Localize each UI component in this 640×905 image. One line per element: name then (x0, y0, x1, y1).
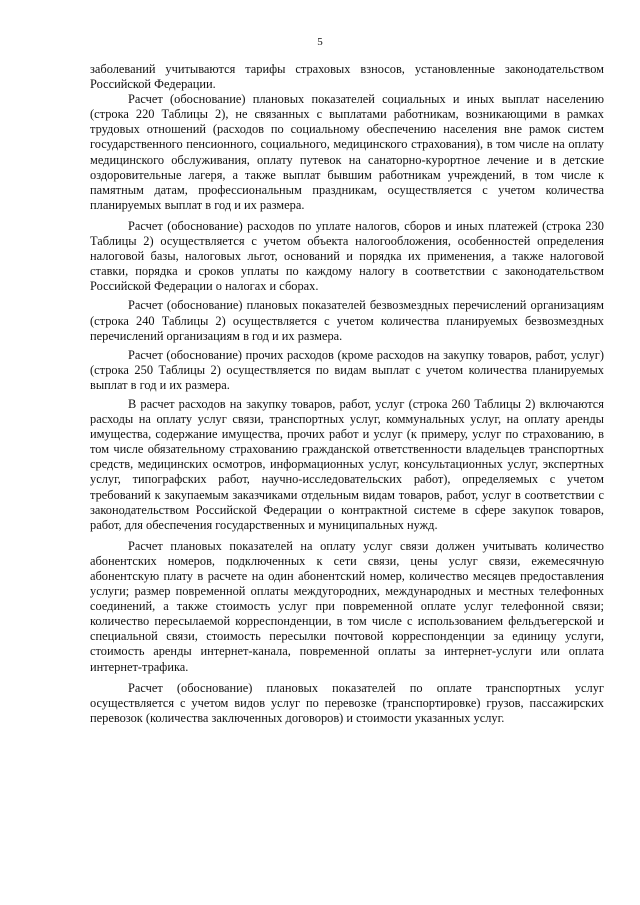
paragraph-gratuitous-transfers: Расчет (обоснование) плановых показателей безвозмездных перечислений организациям (строка 240 Таблицы 2) осуществляется с учетом количества планируемых безвозмездных перечислений организациям в год и их размера. (90, 298, 604, 343)
paragraph-procurement-expenses: В расчет расходов на закупку товаров, работ, услуг (строка 260 Таблицы 2) включаются расходы на оплату услуг связи, транспортных услуг, коммунальных услуг, на оплату аренды имущества, содержание имущества, прочих работ и услуг (к примеру, услуг по страхованию, в том числе обязательному страхованию гражданской ответственности владельцев транспортных средств, медицинских осмотров, информационных услуг, консультационных услуг, экспертных услуг, типографских работ, научно-исследовательских работ), определяемых с учетом требований к закупаемым заказчиками отдельным видам товаров, работ, услуг в соответствии с законодательством Российской Федерации о контрактной системе в сфере закупок товаров, работ, для обеспечения государственных и муниципальных нужд. (90, 396, 604, 532)
document-body (90, 62, 604, 726)
paragraph-insurance-tariffs: заболеваний учитываются тарифы страховых взносов, установленные законодательством Российской Федерации. (90, 62, 604, 92)
page-number: 5 (317, 36, 323, 48)
paragraph-other-expenses: Расчет (обоснование) прочих расходов (кроме расходов на закупку товаров, работ, услуг) (строка 250 Таблицы 2) осуществляется по видам выплат с учетом количества планируемых выплат в год и их размера. (90, 347, 604, 392)
paragraph-taxes-fees: Расчет (обоснование) расходов по уплате налогов, сборов и иных платежей (строка 230 Таблицы 2) осуществляется с учетом объекта налогообложения, особенностей определения налоговой базы, налоговых льгот, оснований и порядка их применения, а также налоговой ставки, порядка и сроков уплаты по каждому налогу в соответствии с законодательством Российской Федерации о налогах и сборах. (90, 218, 604, 294)
paragraph-communication-services: Расчет плановых показателей на оплату услуг связи должен учитывать количество абонентских номеров, подключенных к сети связи, цены услуг связи, ежемесячную абонентскую плату в расчете на один абонентский номер, количество месяцев предоставления услуги; размер повременной оплаты междугородних, международных и местных телефонных соединений, а также стоимость услуг при повременной оплате услуг телефонной связи; количество пересылаемой корреспонденции, в том числе с использованием фельдъегерской и специальной связи, стоимость пересылки почтовой корреспонденции за единицу услуги, стоимость аренды интернет-канала, повременной оплаты за интернет-услуги или оплата интернет-трафика. (90, 538, 604, 674)
paragraph-transport-services: Расчет (обоснование) плановых показателей по оплате транспортных услуг осуществляется с учетом видов услуг по перевозке (транспортировке) грузов, пассажирских перевозок (количества заключенных договоров) и стоимости указанных услуг. (90, 680, 604, 725)
paragraph-social-payments: Расчет (обоснование) плановых показателей социальных и иных выплат населению (строка 220 Таблицы 2), не связанных с выплатами работникам, возникающими в рамках трудовых отношений (расходов по социальному обеспечению населения вне рамок систем государственного пенсионного, социального, медицинского страхования), в том числе на оплату медицинского обслуживания, оплату путевок на санаторно-курортное лечение и в детские оздоровительные лагеря, а также выплат бывшим работникам учреждений, в том числе к памятным датам, профессиональным праздникам, осуществляется с учетом количества планируемых выплат в год и их размера. (90, 92, 604, 212)
